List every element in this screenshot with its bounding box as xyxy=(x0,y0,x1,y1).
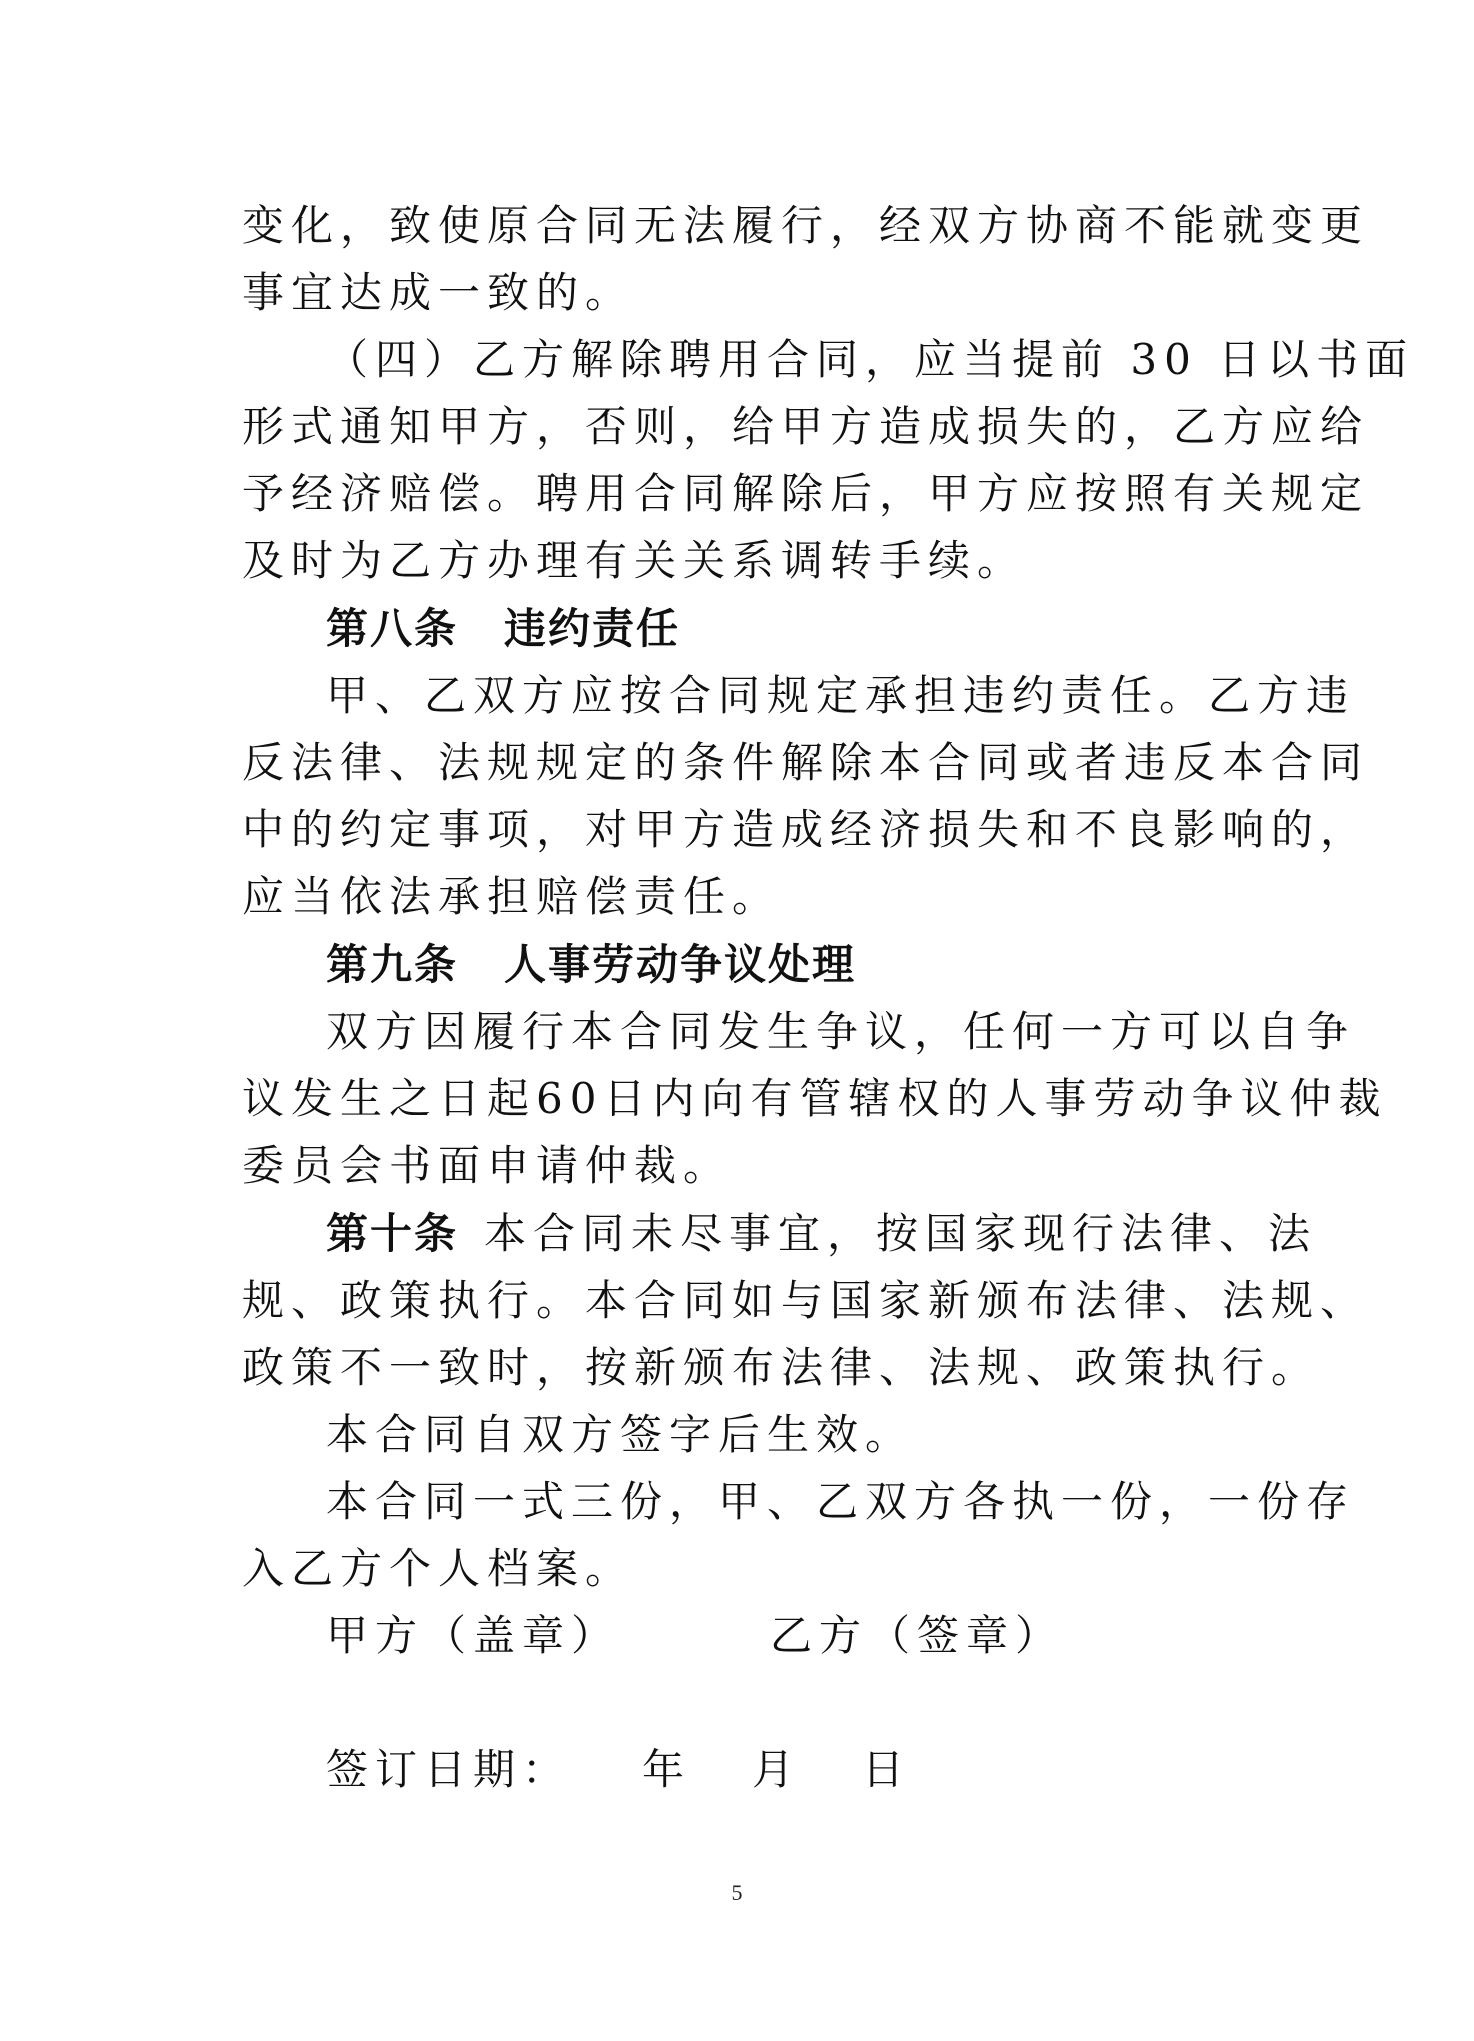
article-8-heading xyxy=(326,601,680,657)
article-9-title: 人事劳动争议处理 xyxy=(504,940,857,989)
paragraph-line: 议发生之日起60日内向有管辖权的人事劳动争议仲裁 xyxy=(242,1074,1388,1123)
paragraph-line: 事宜达成一致的。 xyxy=(242,268,635,317)
paragraph-line: （四）乙方解除聘用合同，应当提前 30 日以书面 xyxy=(326,335,1415,384)
paragraph-line: 政策不一致时，按新颁布法律、法规、政策执行。 xyxy=(242,1343,1321,1392)
article-9-number: 第九条 xyxy=(326,940,459,989)
paragraph-line: 委员会书面申请仲裁。 xyxy=(242,1141,733,1190)
effective-clause: 本合同自双方签字后生效。 xyxy=(326,1410,915,1459)
page-number: 5 xyxy=(731,1880,743,1905)
date-month: 月 xyxy=(752,1745,802,1794)
paragraph-line: 反法律、法规规定的条件解除本合同或者违反本合同 xyxy=(242,738,1370,787)
date-year: 年 xyxy=(642,1745,692,1794)
article-8-number: 第八条 xyxy=(326,604,459,653)
article-10-text: 本合同未尽事宜，按国家现行法律、法 xyxy=(484,1209,1318,1258)
paragraph-line: 中的约定事项，对甲方造成经济损失和不良影响的， xyxy=(242,805,1370,854)
paragraph-line: 双方因履行本合同发生争议，任何一方可以自争 xyxy=(326,1007,1356,1056)
paragraph-line: 变化，致使原合同无法履行，经双方协商不能就变更 xyxy=(242,201,1370,250)
party-b-signature: 乙方（签章） xyxy=(770,1611,1065,1660)
date-label: 签订日期： xyxy=(326,1745,572,1794)
copies-clause: 本合同一式三份，甲、乙双方各执一份，一份存 xyxy=(326,1477,1356,1526)
copies-clause-cont: 入乙方个人档案。 xyxy=(242,1544,635,1593)
paragraph-line: 规、政策执行。本合同如与国家新颁布法律、法规、 xyxy=(242,1276,1370,1325)
paragraph-line: 予经济赔偿。聘用合同解除后，甲方应按照有关规定 xyxy=(242,469,1370,518)
paragraph-line: 及时为乙方办理有关关系调转手续。 xyxy=(242,536,1027,585)
article-10-number: 第十条 xyxy=(326,1209,459,1258)
article-8-title: 违约责任 xyxy=(504,604,681,653)
date-day: 日 xyxy=(862,1745,912,1794)
paragraph-line: 甲、乙双方应按合同规定承担违约责任。乙方违 xyxy=(326,671,1356,720)
paragraph-line: 形式通知甲方，否则，给甲方造成损失的，乙方应给 xyxy=(242,402,1370,451)
paragraph-line: 应当依法承担赔偿责任。 xyxy=(242,872,782,921)
article-9-heading xyxy=(326,937,856,993)
party-a-signature: 甲方（盖章） xyxy=(326,1611,621,1660)
article-10-first-line xyxy=(326,1206,1317,1262)
